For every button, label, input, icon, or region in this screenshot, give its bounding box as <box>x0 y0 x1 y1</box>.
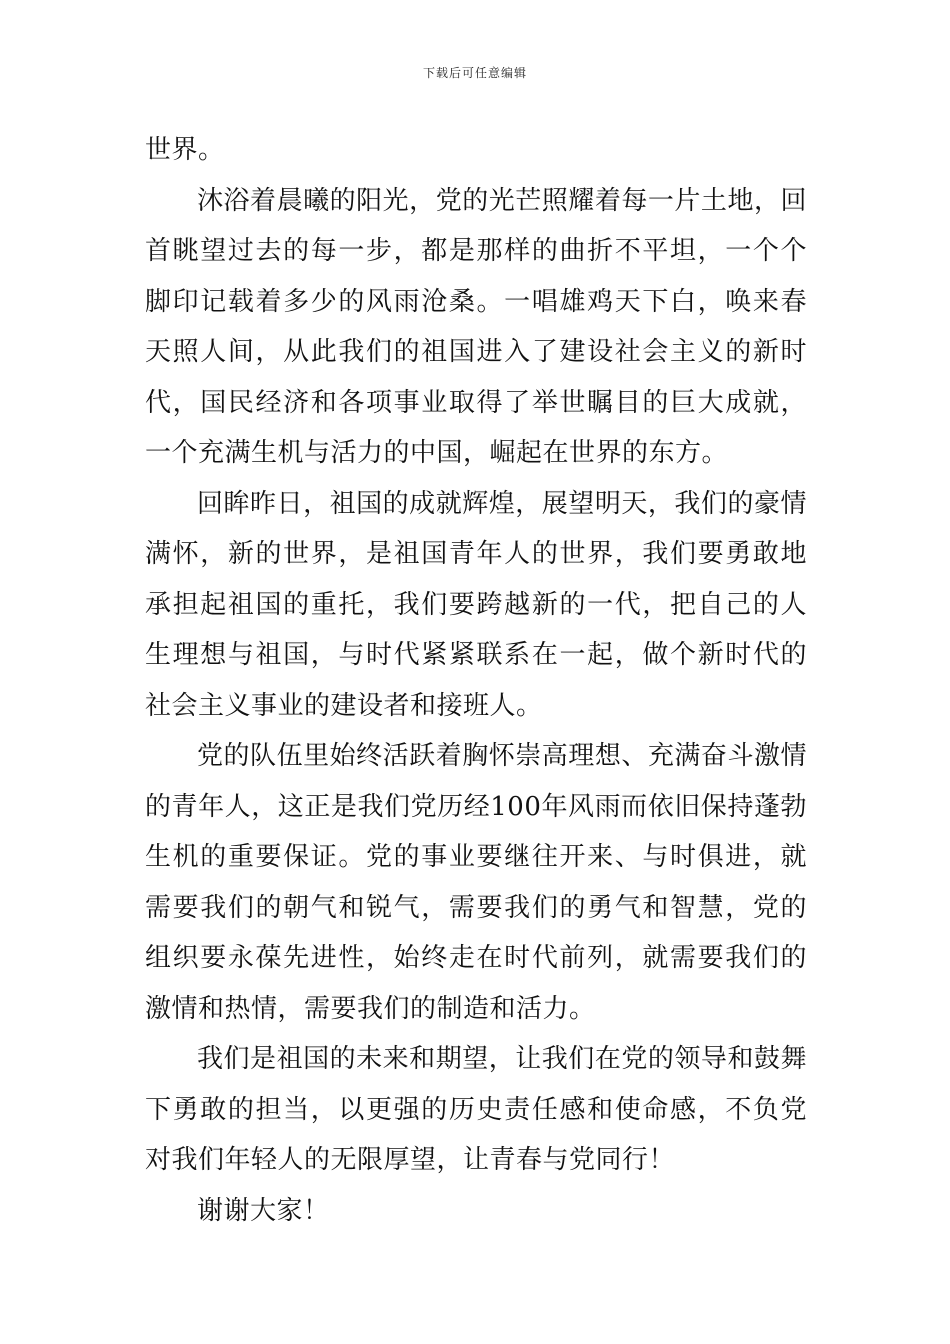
paragraph-4: 党的队伍里始终活跃着胸怀崇高理想、充满奋斗激情的青年人，这正是我们党历经100年风雨而依旧保持蓬勃生机的重要保证。党的事业要继往开来、与时俱进，就需要我们的朝气和锐气，需要我们的勇气和智慧，党的组织要永葆先进性，始终走在时代前列，就需要我们的激情和热情，需要我们的制造和活力。 <box>145 741 807 1024</box>
paragraph-3: 回眸昨日，祖国的成就辉煌，展望明天，我们的豪情满怀，新的世界，是祖国青年人的世界，我们要勇敢地承担起祖国的重托，我们要跨越新的一代，把自己的人生理想与祖国，与时代紧紧联系在一起，做个新时代的社会主义事业的建设者和接班人。 <box>145 488 807 721</box>
document-body <box>145 125 807 1236</box>
page-header: 下载后可任意编辑 <box>422 66 527 80</box>
paragraph-2: 沐浴着晨曦的阳光，党的光芒照耀着每一片土地，回首眺望过去的每一步，都是那样的曲折不平坦，一个个脚印记载着多少的风雨沧桑。一唱雄鸡天下白，唤来春天照人间，从此我们的祖国进入了建设社会主义的新时代，国民经济和各项事业取得了举世瞩目的巨大成就，一个充满生机与活力的中国，崛起在世界的东方。 <box>145 185 807 468</box>
paragraph-1: 世界。 <box>145 135 225 165</box>
paragraph-6: 谢谢大家！ <box>197 1195 330 1226</box>
paragraph-5: 我们是祖国的未来和期望，让我们在党的领导和鼓舞下勇敢的担当，以更强的历史责任感和使命感，不负党对我们年轻人的无限厚望，让青春与党同行！ <box>145 1044 807 1175</box>
